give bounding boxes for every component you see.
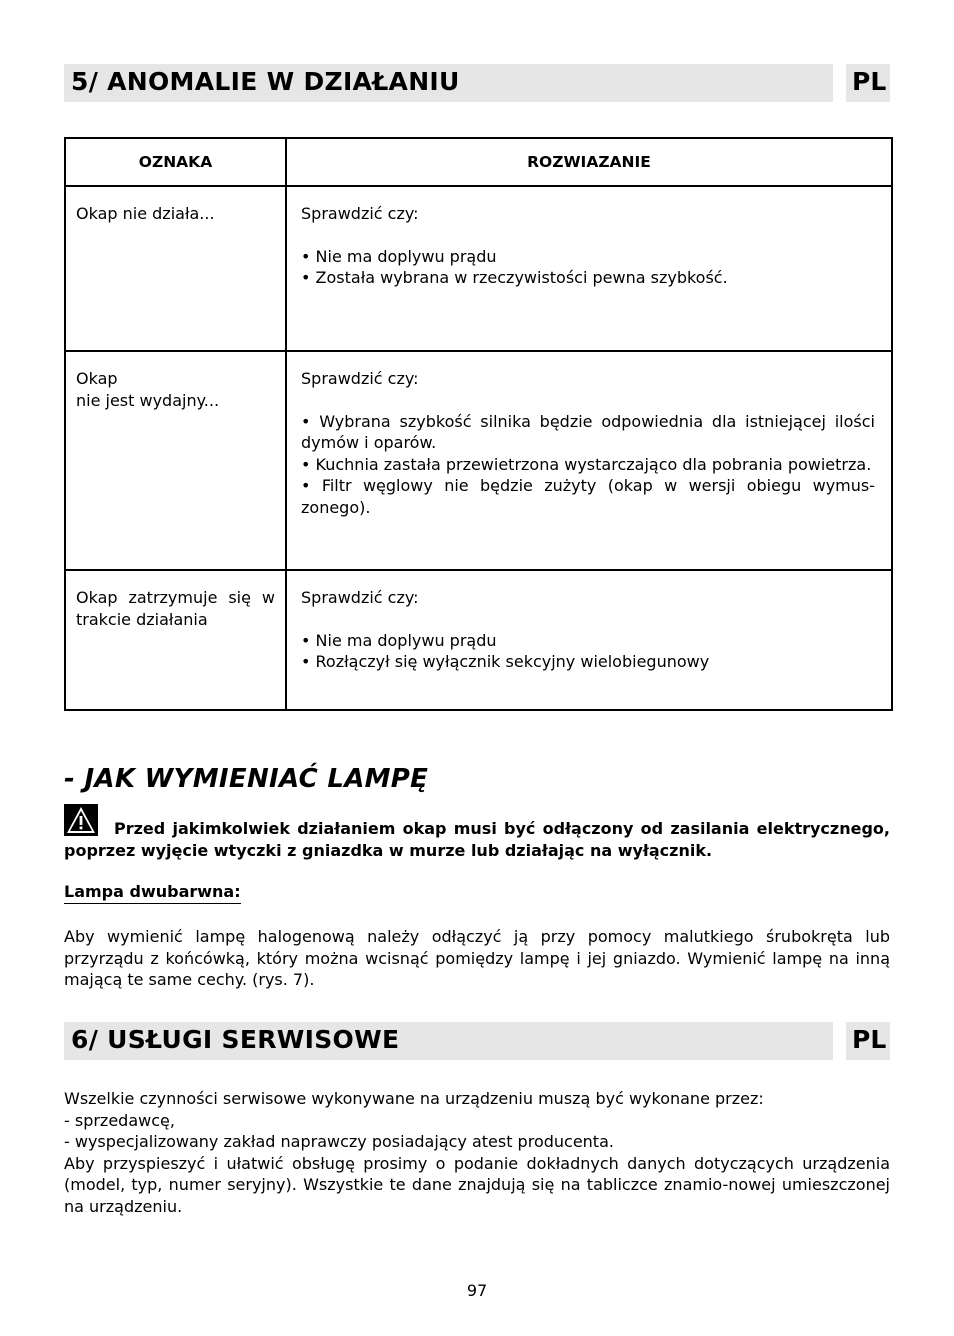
lamp-subheading: Lampa dwubarwna: xyxy=(64,882,241,904)
solution-item: • Nie ma doplywu prądu xyxy=(301,630,497,650)
symptom-cell xyxy=(66,571,285,630)
check-label: Sprawdzić czy: xyxy=(301,204,419,223)
lamp-instructions: Aby wymienić lampę halogenową należy odłączyć ją przy pomocy malutkiego śrubokręta lub przyrządu z końcówką, który można wcisnąć pomiędzy lampę i jej gniazdo. Wymienić lampę na inną mającą te same cechy. (rys. 7). xyxy=(64,927,890,989)
solution-item: • Wybrana szybkość silnika będzie odpowiednia dla istniejącej ilości dymów i oparów. xyxy=(301,411,875,452)
warning-text: Przed jakimkolwiek działaniem okap musi być odłączony od zasilania elektrycznego, poprzez wyjęcie wtyczki z gniazdka w murze lub działając na wyłącznik. xyxy=(64,819,890,860)
language-badge xyxy=(846,64,890,102)
section-6-header xyxy=(64,1022,833,1060)
section-5-title: 5/ ANOMALIE W DZIAŁANIU xyxy=(71,67,460,96)
anomalies-table xyxy=(64,137,893,711)
language-badge xyxy=(846,1022,890,1060)
warning-icon xyxy=(64,804,98,836)
table-row xyxy=(65,351,892,570)
section-6-title: 6/ USŁUGI SERWISOWE xyxy=(71,1025,400,1054)
table-row xyxy=(65,186,892,351)
table-header-row xyxy=(65,138,892,186)
symptom-text: Okap xyxy=(76,369,118,388)
service-line: Wszelkie czynności serwisowe wykonywane na urządzeniu muszą być wykonane przez: xyxy=(64,1089,764,1108)
language-label: PL xyxy=(852,1025,887,1054)
symptom-cell xyxy=(66,352,285,411)
solution-item: • Kuchnia zastała przewietrzona wystarczająco dla pobrania powietrza. xyxy=(301,454,872,474)
page-number: 97 xyxy=(466,1281,488,1300)
service-line: - wyspecjalizowany zakład naprawczy posiadający atest producenta. xyxy=(64,1132,614,1151)
solution-item: • Została wybrana w rzeczywistości pewna szybkość. xyxy=(301,268,728,287)
solution-item: • Nie ma doplywu prądu xyxy=(301,246,497,266)
column-header-solution: ROZWIAZANIE xyxy=(286,138,892,186)
symptom-cell xyxy=(66,187,285,225)
symptom-text: Okap zatrzymuje się w trakcie działania xyxy=(76,588,275,629)
service-line: Aby przyspieszyć i ułatwić obsługę prosimy o podanie dokładnych danych dotyczących urządzenia (model, typ, numer seryjny). Wszystkie te dane znajdują się na tabliczce znamio-nowej umieszczonej na urządzeniu. xyxy=(64,1153,890,1216)
solution-cell xyxy=(287,187,891,289)
symptom-text: nie jest wydajny... xyxy=(76,390,220,410)
service-text xyxy=(64,1088,890,1217)
table-row xyxy=(65,570,892,710)
solution-cell xyxy=(287,352,891,518)
symptom-text: Okap nie działa... xyxy=(76,204,215,223)
check-label: Sprawdzić czy: xyxy=(301,588,419,607)
language-label: PL xyxy=(852,67,887,96)
solution-cell xyxy=(287,571,891,673)
check-label: Sprawdzić czy: xyxy=(301,369,419,388)
lamp-heading: - JAK WYMIENIAĆ LAMPĘ xyxy=(64,764,429,794)
section-5-header xyxy=(64,64,833,102)
solution-item: • Filtr węglowy nie będzie zużyty (okap w wersji obiegu wymus-zonego). xyxy=(301,476,875,517)
solution-item: • Rozłączył się wyłącznik sekcyjny wielobiegunowy xyxy=(301,652,710,671)
service-line: - sprzedawcę, xyxy=(64,1110,175,1130)
column-header-symptom: OZNAKA xyxy=(65,138,286,186)
